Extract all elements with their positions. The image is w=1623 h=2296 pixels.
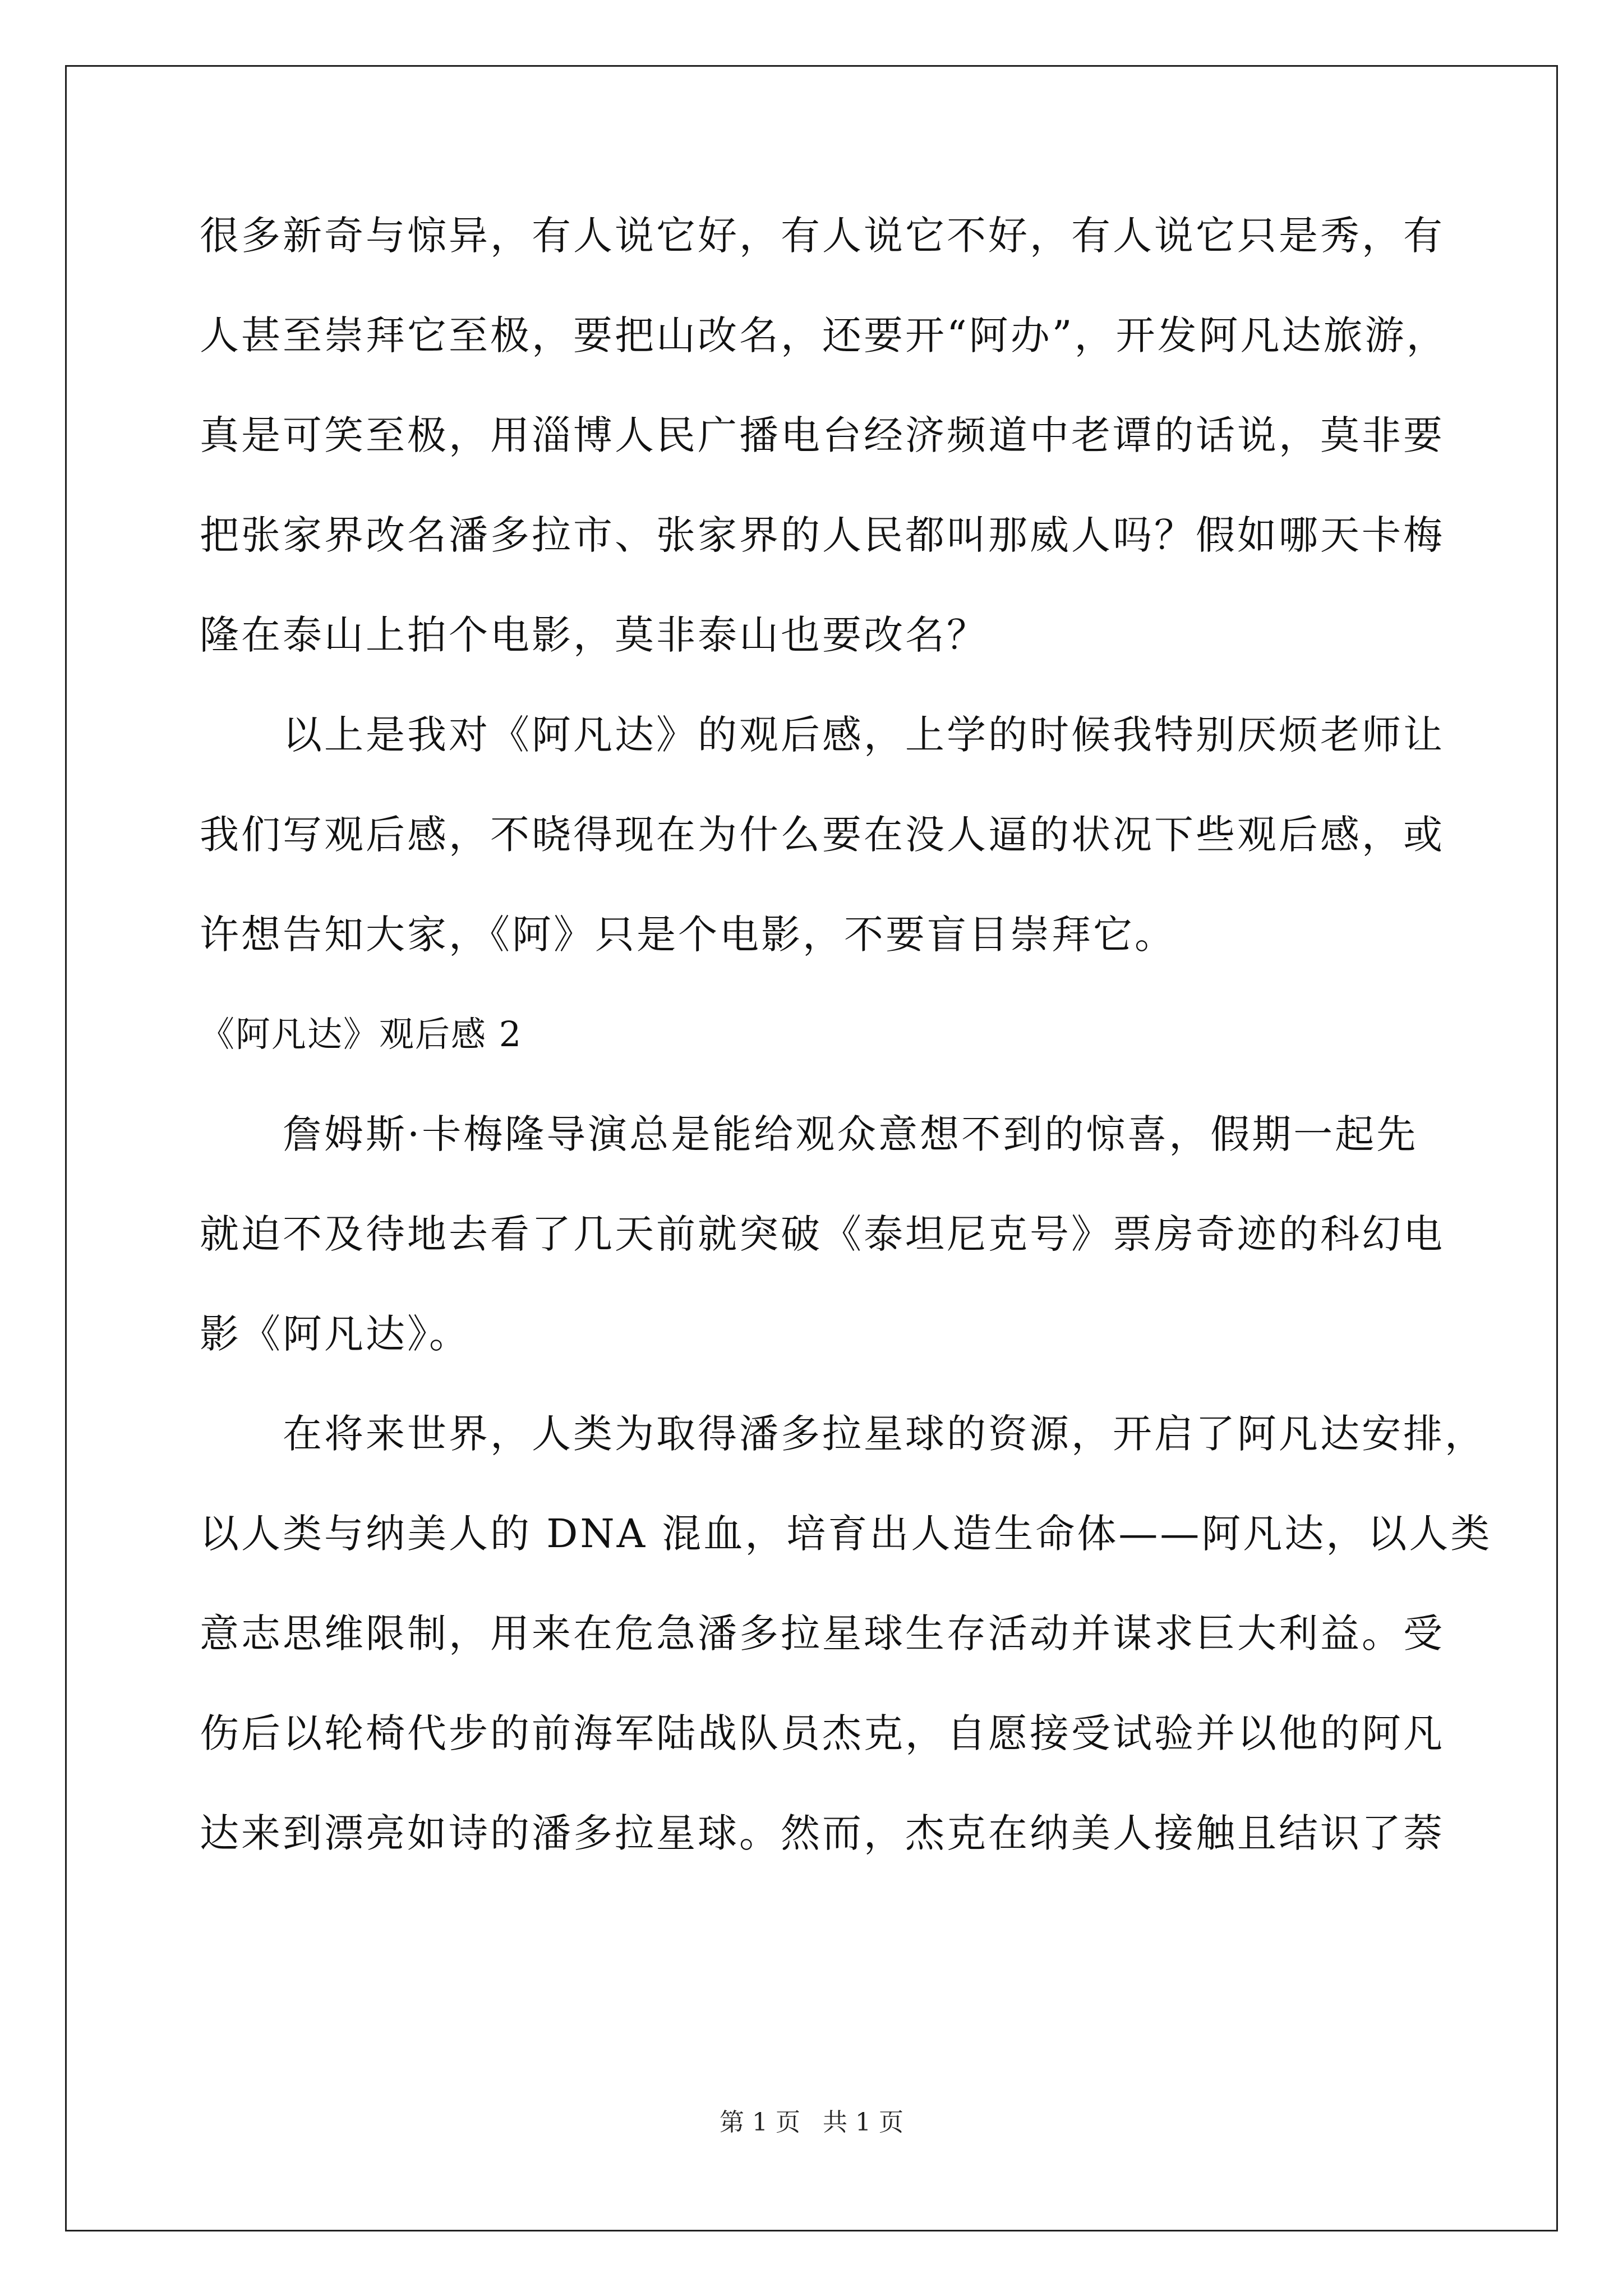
text-line: 许想告知大家，《阿》只是个电影，不要盲目崇拜它。	[200, 912, 1176, 958]
paragraph-start-line: 以上是我对《阿凡达》的观后感，上学的时候我特别厌烦老师让	[283, 712, 1445, 758]
text-line: 达来到漂亮如诗的潘多拉星球。然而，杰克在纳美人接触且结识了萘	[200, 1810, 1445, 1856]
page-number: 第 1 页	[720, 2108, 800, 2137]
text-line: 很多新奇与惊异，有人说它好，有人说它不好，有人说它只是秀，有	[200, 213, 1445, 259]
text-line: 我们写观后感，不晓得现在为什么要在没人逼的状况下些观后感，或	[200, 812, 1445, 858]
paragraph-start-line: 詹姆斯·卡梅隆导演总是能给观众意想不到的惊喜，假期一起先	[283, 1111, 1418, 1157]
paragraph-start-line: 在将来世界，人类为取得潘多拉星球的资源，开启了阿凡达安排，	[283, 1411, 1486, 1457]
text-line: 意志思维限制，用来在危急潘多拉星球生存活动并谋求巨大利益。受	[200, 1611, 1445, 1657]
text-line: 人甚至崇拜它至极，要把山改名，还要开“阿办”，开发阿凡达旅游，	[200, 312, 1448, 358]
text-line: 伤后以轮椅代步的前海军陆战队员杰克，自愿接受试验并以他的阿凡	[200, 1710, 1445, 1756]
page-total: 共 1 页	[823, 2108, 903, 2137]
text-line: 把张家界改名潘多拉市、张家界的人民都叫那威人吗？假如哪天卡梅	[200, 512, 1445, 558]
text-line: 就迫不及待地去看了几天前就突破《泰坦尼克号》票房奇迹的科幻电	[200, 1211, 1445, 1257]
text-line: 真是可笑至极，用淄博人民广播电台经济频道中老谭的话说，莫非要	[200, 412, 1445, 458]
text-line: 影《阿凡达》。	[200, 1311, 471, 1357]
document-body	[200, 212, 1492, 1910]
text-line: 隆在泰山上拍个电影，莫非泰山也要改名？	[200, 612, 988, 658]
section-heading: 《阿凡达》观后感 2	[200, 1014, 523, 1055]
page-footer	[0, 2108, 1623, 2137]
text-line: 以人类与纳美人的 DNA 混血，培育出人造生命体——阿凡达，以人类	[200, 1511, 1492, 1557]
